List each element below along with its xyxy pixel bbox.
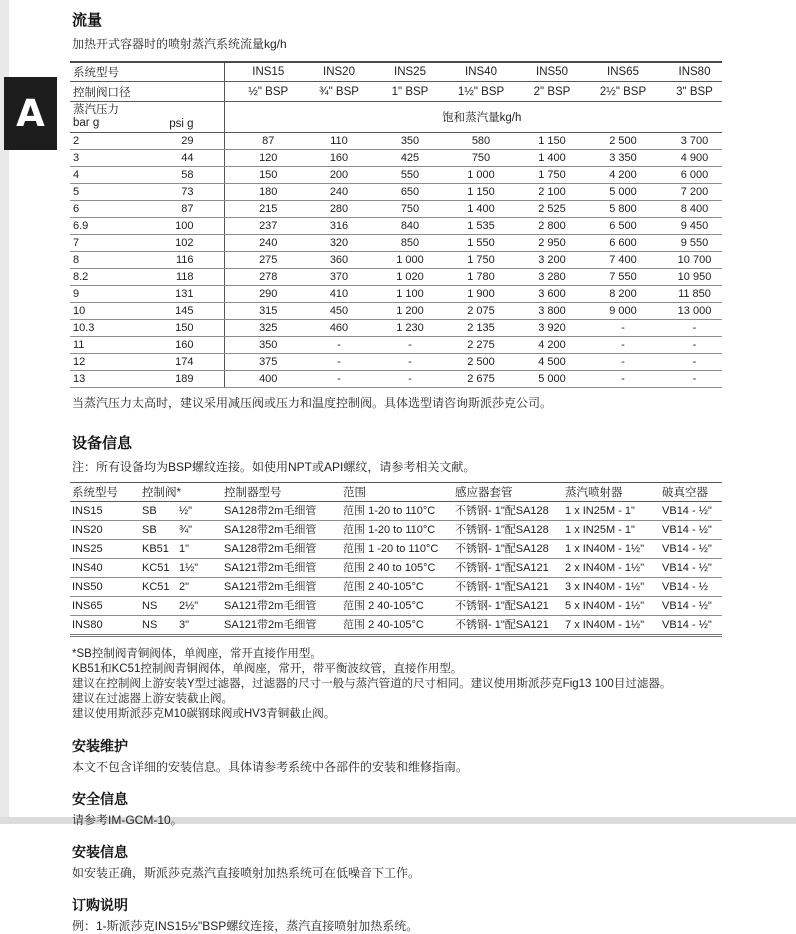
table-cell: NS [140, 597, 177, 616]
table-cell: 1 200 [366, 303, 437, 320]
table-row [70, 201, 722, 218]
table-cell: 73 [147, 184, 224, 201]
table-cell: INS25 [70, 540, 140, 559]
footnote: KB51和KC51控制阀青铜阀体，单阀座，常开，带平衡波纹管，直接作用型。 [72, 663, 463, 675]
table-cell: 215 [224, 201, 295, 218]
table-cell: 360 [295, 252, 366, 269]
table-cell: 1 150 [437, 184, 508, 201]
table-cell: 180 [224, 184, 295, 201]
table-cell: 650 [366, 184, 437, 201]
table-cell: 不锈钢- 1"配SA121 [453, 578, 563, 597]
table-row [70, 252, 722, 269]
table-cell: SA121带2m毛细管 [222, 578, 341, 597]
table-cell: 范围 1-20 to 110°C [341, 521, 453, 540]
equipment-footnotes [72, 647, 722, 722]
ordering-info-section [72, 895, 722, 934]
flow-table-valve-size-row [70, 82, 722, 102]
table-cell: 1 400 [437, 201, 508, 218]
table-cell: 10 700 [650, 252, 722, 269]
table-cell: 1 100 [366, 286, 437, 303]
table-cell: 44 [147, 150, 224, 167]
table-cell: VB14 - ½" [660, 521, 722, 540]
table-cell: KC51 [140, 559, 177, 578]
table-cell: 460 [295, 320, 366, 337]
table-cell: 3 600 [508, 286, 579, 303]
table-cell: 9 550 [650, 235, 722, 252]
table-cell: 450 [295, 303, 366, 320]
table-cell: 840 [366, 218, 437, 235]
table-cell: 1 550 [437, 235, 508, 252]
table-cell: 不锈钢- 1"配SA121 [453, 597, 563, 616]
table-cell: 750 [437, 150, 508, 167]
table-cell: 8.2 [70, 269, 147, 286]
col-header-control-valve: 控制阀* [140, 483, 222, 502]
table-cell: ¾" [177, 521, 222, 540]
table-cell: 320 [295, 235, 366, 252]
table-cell: 750 [366, 201, 437, 218]
table-cell: SA128带2m毛细管 [222, 502, 341, 521]
col-header-steam-injector: 蒸汽喷射器 [563, 483, 660, 502]
table-cell: 7 [70, 235, 147, 252]
table-cell: SA121带2m毛细管 [222, 597, 341, 616]
table-cell: 4 500 [508, 354, 579, 371]
table-cell: 5 000 [508, 371, 579, 388]
table-cell: INS20 [70, 521, 140, 540]
table-cell: 116 [147, 252, 224, 269]
table-cell: 11 850 [650, 286, 722, 303]
table-cell: 174 [147, 354, 224, 371]
table-cell: INS65 [70, 597, 140, 616]
table-cell: - [366, 337, 437, 354]
table-cell: 11 [70, 337, 147, 354]
table-cell: 200 [295, 167, 366, 184]
table-cell: - [650, 354, 722, 371]
col-header-controller: 控制器型号 [222, 483, 341, 502]
model-header: INS20 [295, 62, 366, 82]
table-cell: 6 500 [579, 218, 650, 235]
table-cell: 5 x IN40M - 1½" [563, 597, 660, 616]
table-cell: 189 [147, 371, 224, 388]
system-model-label: 系统型号 [70, 62, 224, 82]
table-cell: 118 [147, 269, 224, 286]
table-cell: KC51 [140, 578, 177, 597]
table-cell: 1 535 [437, 218, 508, 235]
table-cell: 237 [224, 218, 295, 235]
table-cell: 7 x IN40M - 1½" [563, 616, 660, 636]
table-cell: 240 [224, 235, 295, 252]
table-cell: SA128带2m毛细管 [222, 540, 341, 559]
saturated-steam-label: 饱和蒸汽量kg/h [224, 102, 722, 133]
table-cell: 3 [70, 150, 147, 167]
table-cell: 160 [295, 150, 366, 167]
flow-table-body [70, 133, 722, 388]
table-cell: 110 [295, 133, 366, 150]
table-cell: 58 [147, 167, 224, 184]
table-cell: 1 150 [508, 133, 579, 150]
equipment-table [70, 482, 722, 637]
table-cell: 范围 2 40-105°C [341, 616, 453, 636]
table-cell: - [650, 371, 722, 388]
datasheet-content [70, 9, 722, 934]
table-cell: NS [140, 616, 177, 636]
table-cell: 2 x IN40M - 1½" [563, 559, 660, 578]
table-cell: - [295, 354, 366, 371]
valve-size: 2½" BSP [579, 82, 650, 102]
table-cell: 350 [224, 337, 295, 354]
table-cell: 3 350 [579, 150, 650, 167]
table-row [70, 218, 722, 235]
ordering-info-title: 订购说明 [72, 897, 128, 913]
safety-info-section [72, 789, 722, 828]
table-cell: 315 [224, 303, 295, 320]
table-cell: - [579, 337, 650, 354]
table-cell: 3 700 [650, 133, 722, 150]
table-cell: 1" [177, 540, 222, 559]
table-cell: 100 [147, 218, 224, 235]
flow-rate-table [70, 61, 722, 388]
table-cell: 131 [147, 286, 224, 303]
table-cell: 278 [224, 269, 295, 286]
col-header-model: 系统型号 [70, 483, 140, 502]
table-cell: 87 [224, 133, 295, 150]
table-cell: 13 000 [650, 303, 722, 320]
table-cell: KB51 [140, 540, 177, 559]
valve-size-label: 控制阀口径 [70, 82, 224, 102]
install-info-section [72, 842, 722, 881]
flow-section-title: 流量 [72, 12, 103, 29]
table-cell: 6 [70, 201, 147, 218]
table-cell: 不锈钢- 1"配SA121 [453, 559, 563, 578]
table-cell: SA121带2m毛细管 [222, 616, 341, 636]
table-cell: 3" [177, 616, 222, 636]
table-cell: 不锈钢- 1"配SA128 [453, 521, 563, 540]
table-cell: 范围 2 40-105°C [341, 597, 453, 616]
table-cell: SB [140, 521, 177, 540]
table-cell: 410 [295, 286, 366, 303]
table-row [70, 371, 722, 388]
table-cell: INS40 [70, 559, 140, 578]
table-cell: 2 [70, 133, 147, 150]
table-cell: 6 000 [650, 167, 722, 184]
table-cell: VB14 - ½ [660, 578, 722, 597]
table-row [70, 184, 722, 201]
table-cell: 240 [295, 184, 366, 201]
col-header-range: 范围 [341, 483, 453, 502]
table-cell: 850 [366, 235, 437, 252]
table-cell: 12 [70, 354, 147, 371]
table-cell: 102 [147, 235, 224, 252]
table-cell: 1 750 [437, 252, 508, 269]
table-row [70, 578, 722, 597]
install-info-title: 安装信息 [72, 844, 128, 860]
table-cell: 8 [70, 252, 147, 269]
table-cell: 5 800 [579, 201, 650, 218]
table-row [70, 337, 722, 354]
valve-size: 2" BSP [508, 82, 579, 102]
table-cell: VB14 - ½" [660, 540, 722, 559]
table-cell: 375 [224, 354, 295, 371]
flow-subtitle: 加热开式容器时的喷射蒸汽系统流量kg/h [72, 37, 287, 51]
table-row [70, 286, 722, 303]
table-cell: 不锈钢- 1"配SA128 [453, 540, 563, 559]
table-cell: 10.3 [70, 320, 147, 337]
table-cell: 4 200 [508, 337, 579, 354]
table-cell: 7 550 [579, 269, 650, 286]
equipment-note: 注：所有设备均为BSP螺纹连接。如使用NPT或API螺纹，请参考相关文献。 [72, 460, 476, 474]
equipment-header-row [70, 483, 722, 502]
table-cell: 1 400 [508, 150, 579, 167]
table-cell: 范围 1 -20 to 110°C [341, 540, 453, 559]
table-cell: - [579, 354, 650, 371]
table-cell: 不锈钢- 1"配SA128 [453, 502, 563, 521]
psi-g-label: psi g [147, 102, 224, 133]
table-cell: 580 [437, 133, 508, 150]
table-cell: 2 675 [437, 371, 508, 388]
table-cell: 1 020 [366, 269, 437, 286]
table-cell: 4 [70, 167, 147, 184]
table-cell: INS50 [70, 578, 140, 597]
table-cell: 1 000 [366, 252, 437, 269]
table-cell: - [366, 354, 437, 371]
table-cell: 2 075 [437, 303, 508, 320]
table-cell: 3 200 [508, 252, 579, 269]
ordering-info-text: 例：1-斯派莎克INS15½"BSP螺纹连接，蒸汽直接喷射加热系统。 [72, 919, 419, 933]
table-cell: SA128带2m毛细管 [222, 521, 341, 540]
valve-size: ¾" BSP [295, 82, 366, 102]
table-cell: 9 [70, 286, 147, 303]
table-cell: 3 280 [508, 269, 579, 286]
table-cell: 325 [224, 320, 295, 337]
table-row [70, 320, 722, 337]
table-row [70, 502, 722, 521]
table-cell: 2" [177, 578, 222, 597]
table-cell: 2 135 [437, 320, 508, 337]
table-cell: VB14 - ½" [660, 559, 722, 578]
table-cell: 1½" [177, 559, 222, 578]
flow-table-note: 当蒸汽压力太高时，建议采用减压阀或压力和温度控制阀。具体选型请咨询斯派莎克公司。 [72, 396, 553, 410]
table-cell: - [366, 371, 437, 388]
table-cell: SA121带2m毛细管 [222, 559, 341, 578]
table-cell: 160 [147, 337, 224, 354]
table-cell: 1 780 [437, 269, 508, 286]
table-cell: - [650, 337, 722, 354]
table-cell: 145 [147, 303, 224, 320]
model-header: INS25 [366, 62, 437, 82]
table-cell: 2 100 [508, 184, 579, 201]
table-cell: 1 x IN25M - 1" [563, 502, 660, 521]
table-row [70, 616, 722, 636]
table-cell: 10 950 [650, 269, 722, 286]
table-cell: 6 600 [579, 235, 650, 252]
table-cell: 7 400 [579, 252, 650, 269]
table-cell: - [579, 371, 650, 388]
footnote: 建议在控制阀上游安装Y型过滤器，过滤器的尺寸一般与蒸汽管道的尺寸相同。建议使用斯派莎克Fig13 100目过滤器。 [72, 678, 672, 690]
table-cell: 9 000 [579, 303, 650, 320]
table-cell: 400 [224, 371, 295, 388]
table-row [70, 354, 722, 371]
table-cell: - [650, 320, 722, 337]
table-cell: 13 [70, 371, 147, 388]
table-cell: 150 [147, 320, 224, 337]
steam-pressure-header [70, 102, 147, 133]
table-cell: 范围 2 40 to 105°C [341, 559, 453, 578]
table-cell: 87 [147, 201, 224, 218]
model-header: INS80 [650, 62, 722, 82]
table-cell: INS80 [70, 616, 140, 636]
equipment-section [70, 432, 722, 722]
section-index-tab: A [4, 77, 57, 150]
table-cell: - [579, 320, 650, 337]
table-cell: 2 800 [508, 218, 579, 235]
table-cell: 不锈钢- 1"配SA121 [453, 616, 563, 636]
valve-size: ½" BSP [224, 82, 295, 102]
table-cell: ½" [177, 502, 222, 521]
table-cell: 5 [70, 184, 147, 201]
model-header: INS65 [579, 62, 650, 82]
table-cell: 4 900 [650, 150, 722, 167]
table-cell: 3 920 [508, 320, 579, 337]
valve-size: 1" BSP [366, 82, 437, 102]
install-maintenance-section [72, 736, 722, 775]
table-cell: - [295, 371, 366, 388]
table-cell: 2 275 [437, 337, 508, 354]
equipment-table-body [70, 502, 722, 636]
install-maintenance-text: 本文不包含详细的安装信息。具体请参考系统中各部件的安装和维修指南。 [72, 760, 469, 774]
table-cell: 29 [147, 133, 224, 150]
model-header: INS40 [437, 62, 508, 82]
pressure-label: 蒸汽压力 [73, 104, 119, 116]
safety-info-title: 安全信息 [72, 791, 128, 807]
model-header: INS15 [224, 62, 295, 82]
table-cell: 6.9 [70, 218, 147, 235]
install-maintenance-title: 安装维护 [72, 738, 128, 754]
table-cell: 280 [295, 201, 366, 218]
table-cell: VB14 - ½" [660, 616, 722, 636]
table-cell: 范围 2 40-105°C [341, 578, 453, 597]
table-cell: 275 [224, 252, 295, 269]
table-row [70, 269, 722, 286]
table-cell: 550 [366, 167, 437, 184]
valve-size: 3" BSP [650, 82, 722, 102]
table-cell: 350 [366, 133, 437, 150]
footnote: 建议在过滤器上游安装截止阀。 [72, 693, 233, 705]
table-cell: 1 000 [437, 167, 508, 184]
table-cell: 5 000 [579, 184, 650, 201]
table-cell: 4 200 [579, 167, 650, 184]
table-cell: 8 200 [579, 286, 650, 303]
table-row [70, 521, 722, 540]
table-cell: 2½" [177, 597, 222, 616]
table-cell: 370 [295, 269, 366, 286]
table-cell: 7 200 [650, 184, 722, 201]
table-row [70, 235, 722, 252]
col-header-sensor-pocket: 感应器套管 [453, 483, 563, 502]
valve-size: 1½" BSP [437, 82, 508, 102]
table-cell: 316 [295, 218, 366, 235]
equipment-section-title: 设备信息 [72, 435, 133, 452]
safety-info-text: 请参考IM-GCM-10。 [72, 813, 183, 827]
table-row [70, 303, 722, 320]
table-cell: 1 900 [437, 286, 508, 303]
table-row [70, 597, 722, 616]
table-cell: - [295, 337, 366, 354]
table-row [70, 559, 722, 578]
flow-table-pressure-row [70, 102, 722, 133]
bar-g-label: bar g [73, 117, 100, 129]
table-cell: 425 [366, 150, 437, 167]
table-row [70, 540, 722, 559]
table-cell: 2 525 [508, 201, 579, 218]
table-cell: 8 400 [650, 201, 722, 218]
flow-table-model-row [70, 62, 722, 82]
table-cell: 3 x IN40M - 1½" [563, 578, 660, 597]
table-cell: 2 500 [579, 133, 650, 150]
table-cell: 2 950 [508, 235, 579, 252]
table-cell: 1 x IN40M - 1½" [563, 540, 660, 559]
table-cell: 290 [224, 286, 295, 303]
table-cell: 1 x IN25M - 1" [563, 521, 660, 540]
col-header-vacuum-breaker: 破真空器 [660, 483, 722, 502]
table-cell: 3 800 [508, 303, 579, 320]
table-cell: 1 750 [508, 167, 579, 184]
footnote: 建议使用斯派莎克M10碳钢球阀或HV3青铜截止阀。 [72, 708, 336, 720]
table-cell: 2 500 [437, 354, 508, 371]
table-cell: VB14 - ½" [660, 502, 722, 521]
table-cell: 1 230 [366, 320, 437, 337]
install-info-text: 如安装正确，斯派莎克蒸汽直接喷射加热系统可在低噪音下工作。 [72, 866, 421, 880]
table-row [70, 150, 722, 167]
table-cell: INS15 [70, 502, 140, 521]
table-cell: 150 [224, 167, 295, 184]
footnote: *SB控制阀青铜阀体，单阀座，常开直接作用型。 [72, 648, 322, 660]
table-cell: VB14 - ½" [660, 597, 722, 616]
table-row [70, 167, 722, 184]
table-cell: 范围 1-20 to 110°C [341, 502, 453, 521]
table-cell: 120 [224, 150, 295, 167]
table-cell: 10 [70, 303, 147, 320]
table-row [70, 133, 722, 150]
table-cell: 9 450 [650, 218, 722, 235]
model-header: INS50 [508, 62, 579, 82]
table-cell: SB [140, 502, 177, 521]
